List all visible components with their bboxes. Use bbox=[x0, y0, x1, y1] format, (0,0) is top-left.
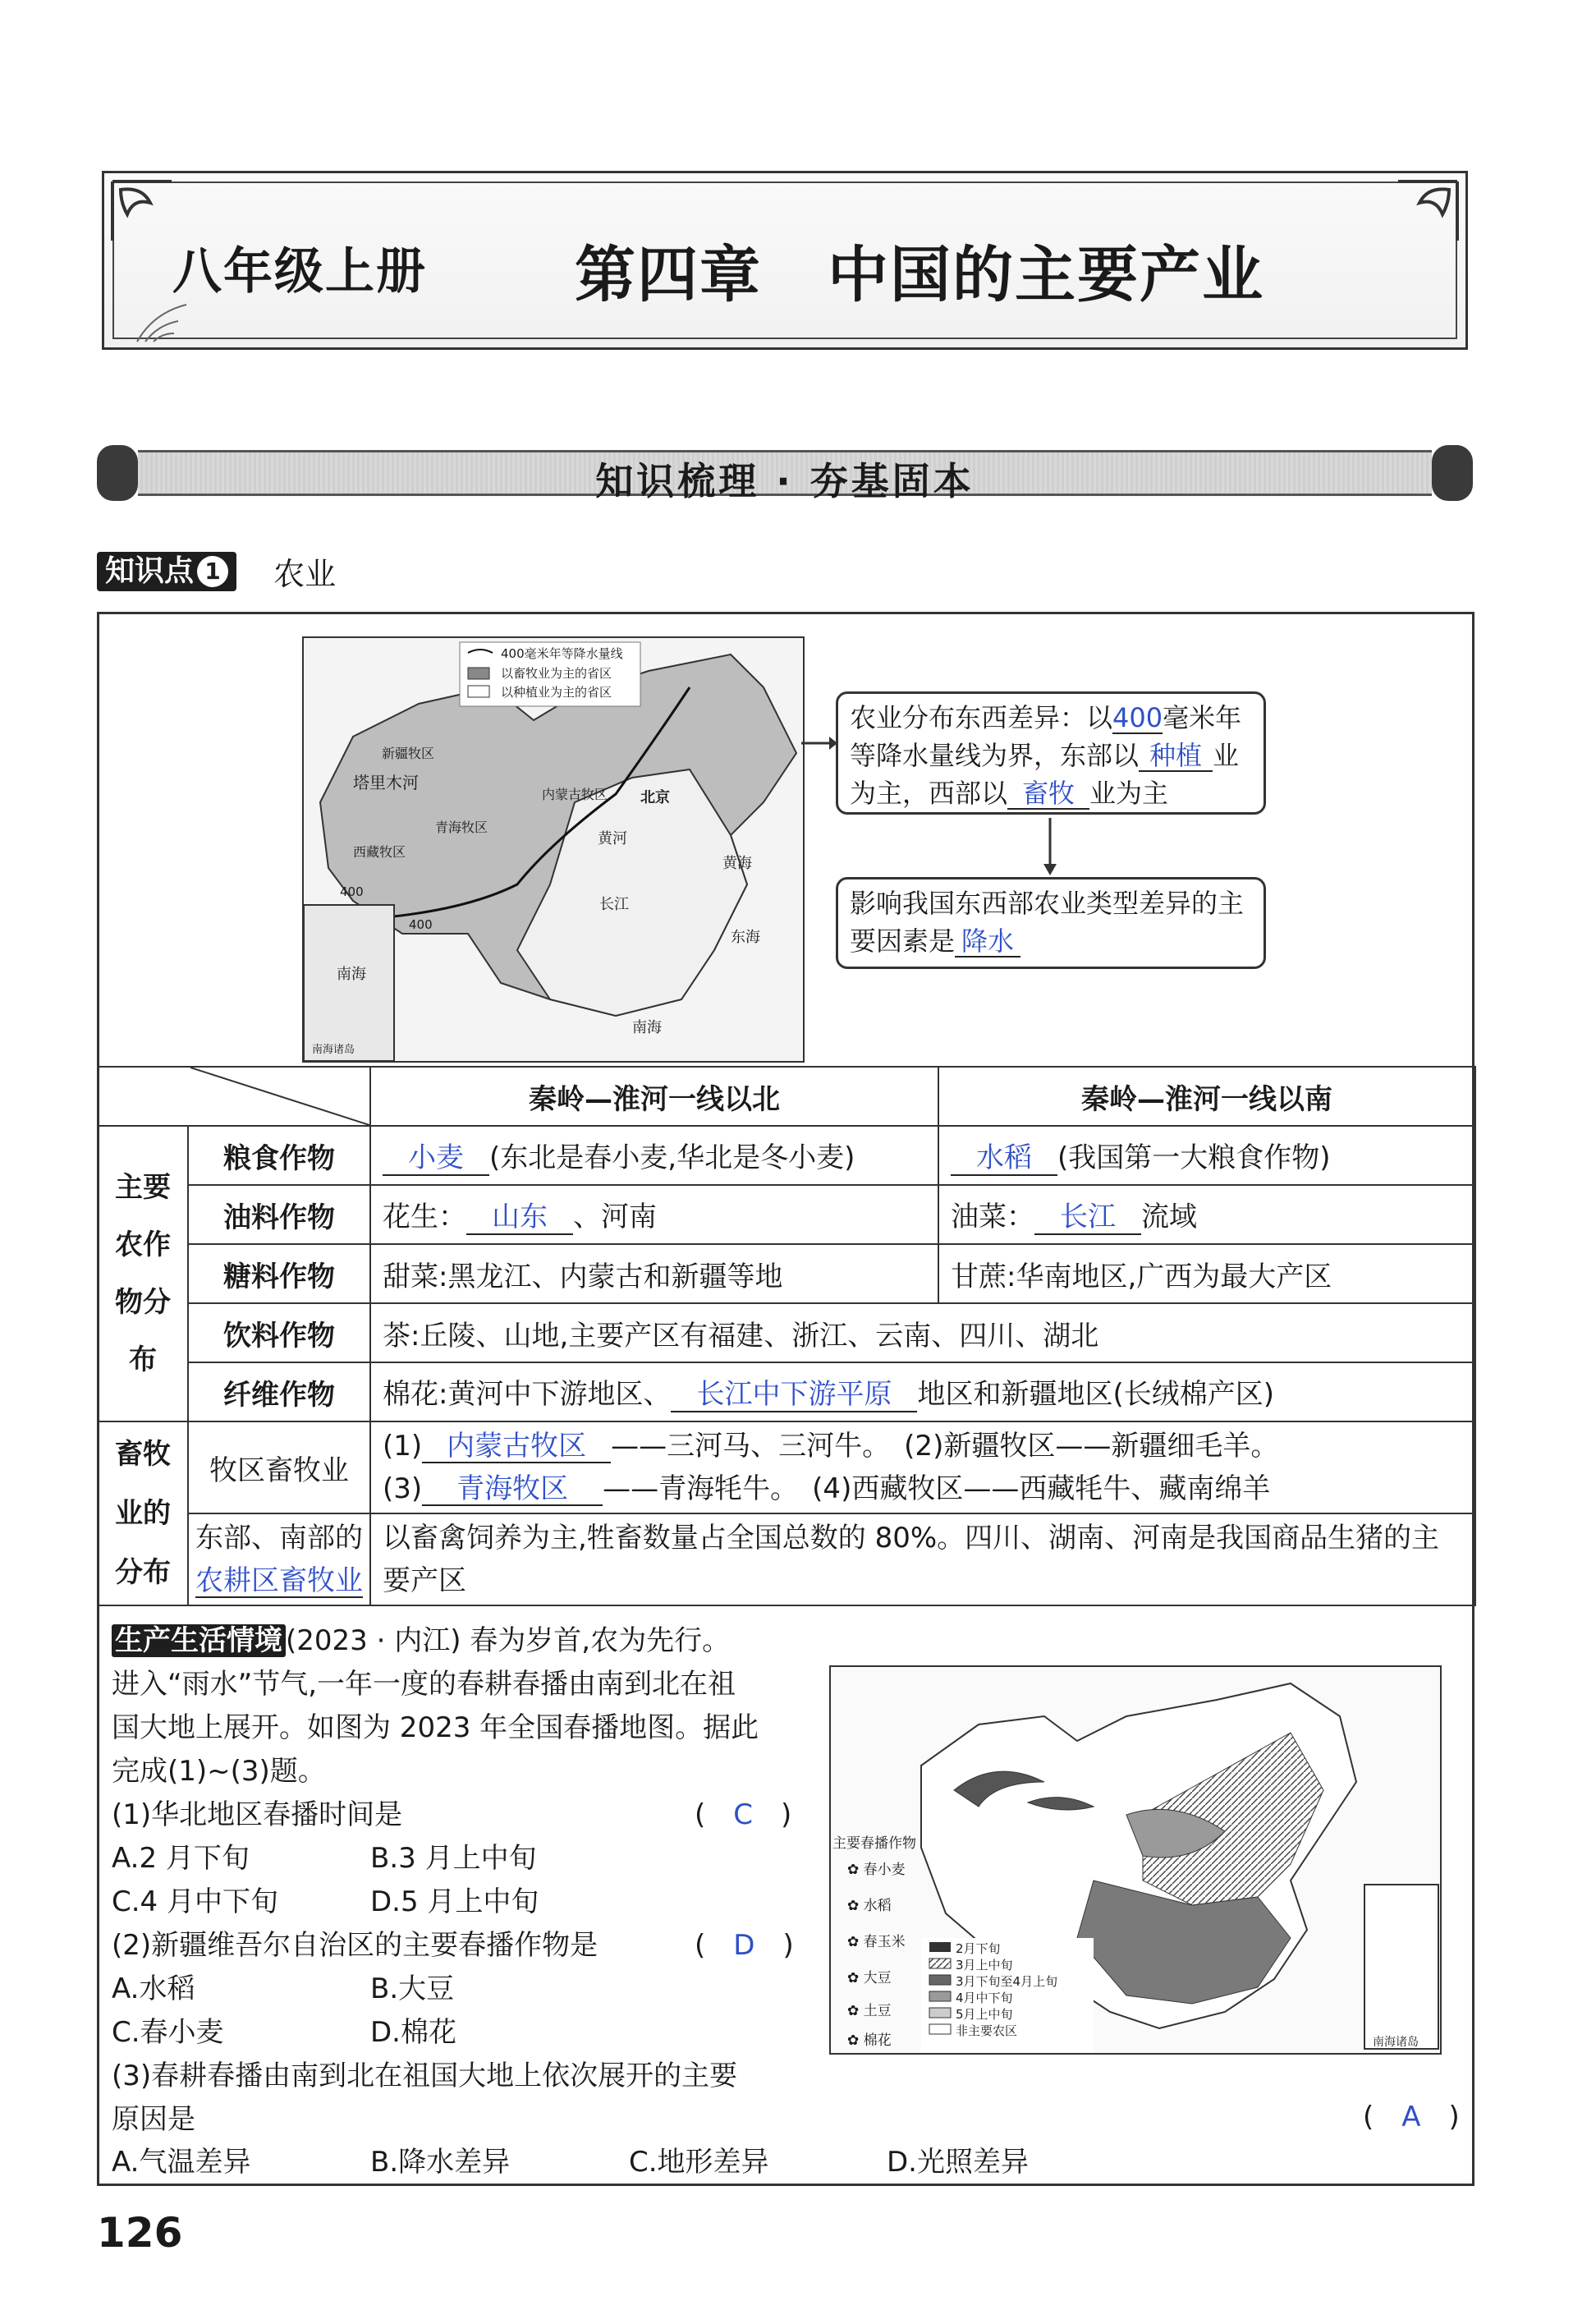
q2-answer: D bbox=[733, 1929, 755, 1962]
map1-legend-item: 以种植业为主的省区 bbox=[501, 685, 612, 700]
answer-pastoral: 畜牧 bbox=[1007, 779, 1089, 810]
knowledge-point-name: 农业 bbox=[273, 556, 337, 592]
map1-label: 内蒙古牧区 bbox=[542, 787, 608, 802]
crop-distribution-table bbox=[97, 1066, 1476, 1606]
q3-option-d: D.光照差异 bbox=[887, 2146, 1029, 2179]
map2-time: 4月中下旬 bbox=[956, 1991, 1013, 2005]
q1-stem: (1)华北地区春播时间是 bbox=[112, 1798, 403, 1831]
oil-south: 油菜： 长江 流域 bbox=[938, 1185, 1475, 1244]
row-fiber: 纤维作物 bbox=[188, 1362, 370, 1421]
q1-option-c: C.4 月中下旬 bbox=[112, 1885, 278, 1918]
group-livestock: 畜牧 业的 分布 bbox=[98, 1421, 188, 1605]
grade-label: 八年级上册 bbox=[172, 243, 427, 301]
chapter-number: 第四章 bbox=[575, 240, 762, 310]
row-grain: 粮食作物 bbox=[188, 1126, 370, 1185]
map2-time: 3月下旬至4月上旬 bbox=[956, 1974, 1058, 1989]
page-number: 126 bbox=[97, 2209, 183, 2257]
intro-line: (2023 · 内江) 春为岁首,农为先行。 bbox=[286, 1624, 731, 1657]
answer-planting: 种植 bbox=[1139, 742, 1213, 772]
orchid-decoration-icon bbox=[129, 296, 195, 346]
table-diagonal-corner bbox=[98, 1067, 370, 1126]
row-beverage: 饮料作物 bbox=[188, 1303, 370, 1362]
map1-label: 400 bbox=[409, 917, 433, 932]
q1-option-d: D.5 月上中旬 bbox=[370, 1885, 539, 1918]
answer-400: 400 bbox=[1112, 702, 1163, 733]
situation-tag: 生产生活情境 bbox=[112, 1624, 286, 1657]
q1-option-a: A.2 月下旬 bbox=[112, 1842, 250, 1875]
q3-option-a: A.气温差异 bbox=[112, 2146, 251, 2179]
q2-answer-bracket: ( D ) bbox=[695, 1929, 794, 1962]
row-sugar: 糖料作物 bbox=[188, 1244, 370, 1303]
intro-line: 进入“雨水”节气,一年一度的春耕春播由南到北在祖 bbox=[112, 1668, 736, 1701]
row-pastoral: 牧区畜牧业 bbox=[188, 1421, 370, 1513]
pastoral-text: (1) 内蒙古牧区 ——三河马、三河牛。 (2)新疆牧区——新疆细毛羊。 (3) 青海牧区 ——青海牦牛。 (4)西藏牧区——西藏牦牛、藏南绵羊 bbox=[370, 1421, 1475, 1513]
knowledge-point-tag: 知识点 1 bbox=[97, 552, 236, 591]
map1-label: 塔里木河 bbox=[353, 773, 419, 792]
section-banner bbox=[97, 445, 1473, 501]
map2-crop: ✿ 大豆 bbox=[847, 1970, 892, 1986]
section-title: 知识梳理 · 夯基固本 bbox=[595, 459, 975, 503]
q2-option-c: C.春小麦 bbox=[112, 2016, 224, 2049]
q3-option-b: B.降水差异 bbox=[370, 2146, 511, 2179]
q3-stem-line2: 原因是 bbox=[112, 2103, 195, 2136]
map1-label: 东海 bbox=[731, 929, 760, 946]
sugar-south: 甘蔗:华南地区,广西为最大产区 bbox=[938, 1244, 1475, 1303]
fiber-text: 棉花:黄河中下游地区、 长江中下游平原 地区和新疆地区(长绒棉产区) bbox=[370, 1362, 1475, 1421]
oil-north: 花生： 山东 、河南 bbox=[370, 1185, 938, 1244]
map1-label: 黄河 bbox=[598, 830, 627, 847]
q3-stem-line1: (3)春耕春播由南到北在祖国大地上依次展开的主要 bbox=[112, 2060, 738, 2092]
answer-yangtze: 长江 bbox=[1034, 1202, 1141, 1234]
q1-option-b: B.3 月上中旬 bbox=[370, 1842, 537, 1875]
map2-time: 非主要农区 bbox=[956, 2023, 1018, 2038]
answer-shandong: 山东 bbox=[466, 1202, 573, 1234]
answer-farming-livestock: 农耕区畜牧业 bbox=[195, 1564, 363, 1597]
map2-time: 2月下旬 bbox=[956, 1941, 1001, 1956]
beverage-text: 茶:丘陵、山地,主要产区有福建、浙江、云南、四川、湖北 bbox=[370, 1303, 1475, 1362]
map2-inset-label: 南海诸岛 bbox=[1373, 2036, 1419, 2049]
sugar-north: 甜菜:黑龙江、内蒙古和新疆等地 bbox=[370, 1244, 938, 1303]
answer-qinghai: 青海牧区 bbox=[422, 1474, 603, 1506]
answer-precipitation: 降水 bbox=[955, 927, 1020, 958]
map2-crop: ✿ 棉花 bbox=[847, 2032, 892, 2049]
row-oil: 油料作物 bbox=[188, 1185, 370, 1244]
corner-ornament-icon bbox=[109, 178, 175, 244]
map1-inset-label: 南海诸岛 bbox=[312, 1044, 355, 1056]
intro-line: 国大地上展开。如图为 2023 年全国春播地图。据此 bbox=[112, 1711, 759, 1744]
q1-answer: C bbox=[733, 1798, 754, 1831]
header-north: 秦岭—淮河一线以北 bbox=[370, 1067, 938, 1126]
situation-question bbox=[112, 1619, 801, 2142]
arrow-right-icon bbox=[801, 731, 837, 755]
map2-crop: ✿ 春小麦 bbox=[847, 1862, 906, 1878]
map2-time: 5月上中旬 bbox=[956, 2007, 1013, 2022]
answer-wheat: 小麦 bbox=[383, 1143, 489, 1175]
knowledge-point-header bbox=[97, 549, 336, 591]
farming-text: 以畜禽饲养为主,牲畜数量占全国总数的 80%。四川、湖南、河南是我国商品生猪的主要产区 bbox=[370, 1513, 1475, 1605]
q2-option-d: D.棉花 bbox=[370, 2016, 456, 2049]
map1-label: 黄海 bbox=[722, 855, 752, 872]
map1-label: 南海 bbox=[337, 966, 366, 983]
answer-rice: 水稻 bbox=[951, 1143, 1057, 1175]
map1-legend-item: 以畜牧业为主的省区 bbox=[501, 666, 612, 681]
q3-answer: A bbox=[1401, 2101, 1421, 2133]
q3-option-c: C.地形差异 bbox=[629, 2146, 769, 2179]
callout-distribution: 农业分布东西差异：以400毫米年等降水量线为界，东部以 种植 业为主，西部以 畜牧 业为主 bbox=[836, 691, 1266, 815]
answer-yangtze-plain: 长江中下游平原 bbox=[671, 1380, 917, 1412]
map2-crop: ✿ 土豆 bbox=[847, 2003, 892, 2019]
knowledge-point-number: 1 bbox=[197, 556, 228, 587]
map1-label: 南海 bbox=[632, 1019, 662, 1036]
q2-option-a: A.水稻 bbox=[112, 1972, 195, 2005]
answer-inner-mongolia: 内蒙古牧区 bbox=[422, 1431, 611, 1463]
map2-crop: ✿ 春玉米 bbox=[847, 1934, 906, 1950]
q2-option-b: B.大豆 bbox=[370, 1972, 455, 2005]
callout-factor: 影响我国东西部农业类型差异的主要因素是 降水 bbox=[836, 877, 1266, 969]
chapter-title bbox=[575, 227, 1264, 314]
map1-label: 长江 bbox=[599, 896, 629, 913]
map1-label: 青海牧区 bbox=[435, 820, 488, 835]
map2-time: 3月上中旬 bbox=[956, 1958, 1013, 1972]
corner-ornament-icon bbox=[1395, 178, 1461, 244]
spring-sowing-map bbox=[829, 1665, 1442, 2055]
group-main-crops: 主要 农作 物分 布 bbox=[98, 1126, 188, 1421]
header-south: 秦岭—淮河一线以南 bbox=[938, 1067, 1475, 1126]
map1-label: 北京 bbox=[640, 789, 670, 806]
q2-stem: (2)新疆维吾尔自治区的主要春播作物是 bbox=[112, 1929, 598, 1962]
agriculture-map bbox=[302, 636, 805, 1063]
map2-legend-title: 主要春播作物 bbox=[832, 1835, 916, 1852]
map1-label: 新疆牧区 bbox=[382, 746, 435, 761]
intro-line: 完成(1)~(3)题。 bbox=[112, 1755, 326, 1788]
grain-north: 小麦 (东北是春小麦,华北是冬小麦) bbox=[370, 1126, 938, 1185]
map1-label: 西藏牧区 bbox=[353, 844, 406, 860]
q3-answer-bracket: ( A ) bbox=[1363, 2101, 1460, 2133]
map2-crop: ✿ 水稻 bbox=[847, 1898, 892, 1914]
q1-answer-bracket: ( C ) bbox=[695, 1798, 792, 1831]
row-farming: 东部、南部的 农耕区畜牧业 bbox=[188, 1513, 370, 1605]
chapter-name: 中国的主要产业 bbox=[828, 240, 1264, 310]
grain-south: 水稻 (我国第一大粮食作物) bbox=[938, 1126, 1475, 1185]
map1-legend-item: 400毫米年等降水量线 bbox=[501, 646, 623, 661]
arrow-down-icon bbox=[1038, 818, 1062, 875]
map1-label: 400 bbox=[340, 884, 364, 899]
